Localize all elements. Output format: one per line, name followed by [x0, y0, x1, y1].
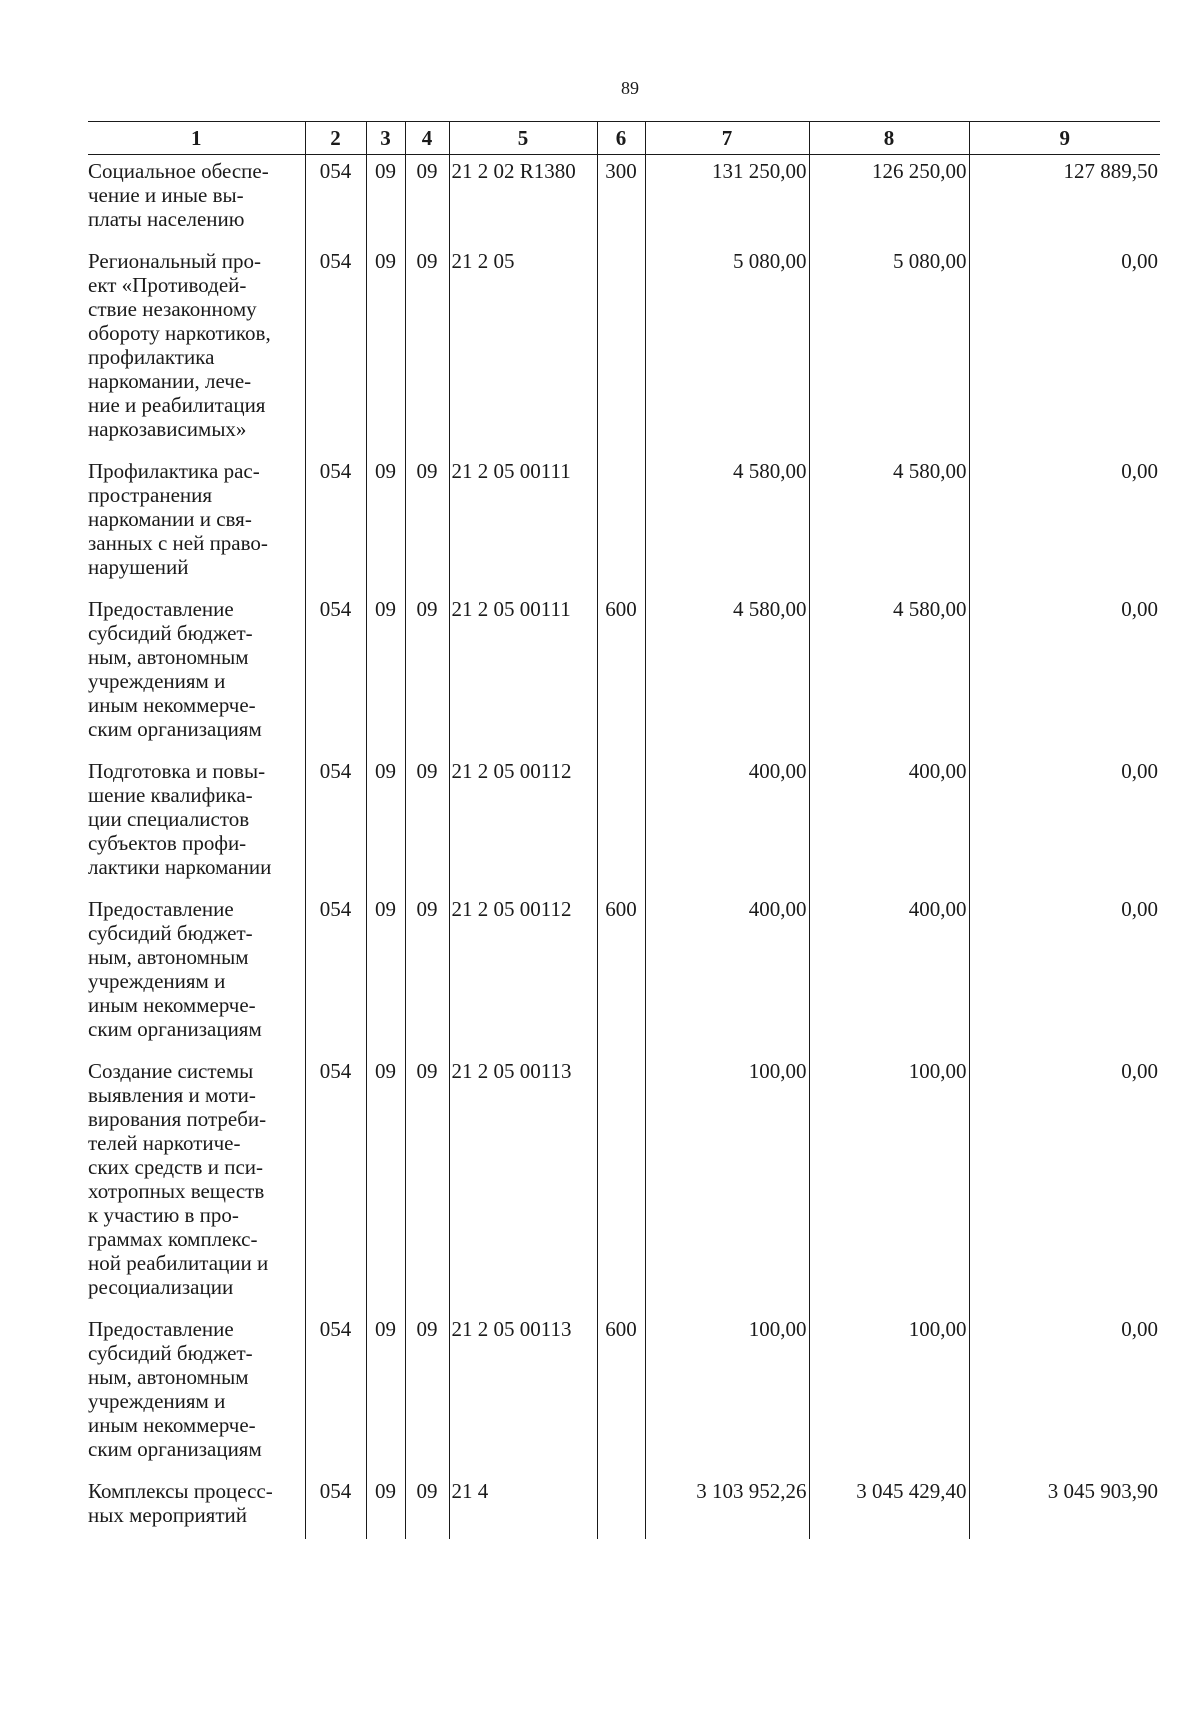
- amount-col8-cell: 4 580,00: [809, 455, 969, 593]
- expense-type-cell: [597, 755, 645, 893]
- amount-col9-cell: 0,00: [969, 245, 1160, 455]
- header-row: [88, 122, 1160, 155]
- expense-type-cell: 600: [597, 593, 645, 755]
- table-row: [88, 755, 1160, 893]
- amount-col8-cell: 400,00: [809, 893, 969, 1055]
- name-cell: Подготовка и повы- шение квалифика- ции специалистов субъектов профи- лактики наркомании: [88, 759, 272, 879]
- subsection-cell: 09: [405, 155, 449, 246]
- target-article-cell: 21 2 05 00111: [449, 593, 597, 755]
- table-row: [88, 155, 1160, 246]
- admin-code-cell: 054: [305, 455, 366, 593]
- target-article-cell: 21 2 02 R1380: [449, 155, 597, 246]
- expense-type-cell: 600: [597, 1313, 645, 1475]
- section-cell: 09: [366, 1475, 405, 1539]
- target-article-cell: 21 2 05: [449, 245, 597, 455]
- target-article-cell: 21 4: [449, 1475, 597, 1539]
- name-cell: Комплексы процесс- ных мероприятий: [88, 1479, 273, 1527]
- subsection-cell: 09: [405, 893, 449, 1055]
- name-cell: Создание системы выявления и моти- вирования потреби- телей наркотиче- ских средств и пси- хотропных веществ к участию в про- граммах комплекс- ной реабилитации и ресоциализации: [88, 1059, 269, 1299]
- admin-code-cell: 054: [305, 1313, 366, 1475]
- admin-code-cell: 054: [305, 245, 366, 455]
- section-cell: 09: [366, 593, 405, 755]
- target-article-cell: 21 2 05 00113: [449, 1313, 597, 1475]
- name-cell: Социальное обеспе- чение и иные вы- платы населению: [88, 159, 269, 231]
- amount-col7-cell: 4 580,00: [645, 593, 809, 755]
- amount-col9-cell: 0,00: [969, 1313, 1160, 1475]
- table-body: [88, 155, 1160, 1540]
- subsection-cell: 09: [405, 593, 449, 755]
- amount-col8-cell: 5 080,00: [809, 245, 969, 455]
- amount-col9-cell: 3 045 903,90: [969, 1475, 1160, 1539]
- target-article-cell: 21 2 05 00113: [449, 1055, 597, 1313]
- amount-col9-cell: 0,00: [969, 593, 1160, 755]
- name-cell: Профилактика рас- пространения наркомании и свя- занных с ней право- нарушений: [88, 459, 268, 579]
- column-header-1: 1: [88, 122, 305, 155]
- name-cell: Предоставление субсидий бюджет- ным, автономным учреждениям и иным некоммерче- ским организациям: [88, 897, 262, 1041]
- section-cell: 09: [366, 893, 405, 1055]
- section-cell: 09: [366, 155, 405, 246]
- expense-type-cell: [597, 455, 645, 593]
- table-row: [88, 1055, 1160, 1313]
- section-cell: 09: [366, 245, 405, 455]
- table-row: [88, 1475, 1160, 1539]
- target-article-cell: 21 2 05 00111: [449, 455, 597, 593]
- amount-col7-cell: 400,00: [645, 893, 809, 1055]
- expense-type-cell: [597, 245, 645, 455]
- expense-type-cell: 300: [597, 155, 645, 246]
- admin-code-cell: 054: [305, 755, 366, 893]
- name-cell: Предоставление субсидий бюджет- ным, автономным учреждениям и иным некоммерче- ским организациям: [88, 597, 262, 741]
- budget-table: [88, 121, 1160, 1539]
- amount-col9-cell: 0,00: [969, 755, 1160, 893]
- admin-code-cell: 054: [305, 155, 366, 246]
- amount-col7-cell: 100,00: [645, 1055, 809, 1313]
- expense-type-cell: [597, 1475, 645, 1539]
- table-row: [88, 245, 1160, 455]
- table-row: [88, 593, 1160, 755]
- expense-type-cell: [597, 1055, 645, 1313]
- column-header-5: 5: [449, 122, 597, 155]
- amount-col8-cell: 3 045 429,40: [809, 1475, 969, 1539]
- admin-code-cell: 054: [305, 1055, 366, 1313]
- amount-col7-cell: 100,00: [645, 1313, 809, 1475]
- target-article-cell: 21 2 05 00112: [449, 755, 597, 893]
- amount-col9-cell: 127 889,50: [969, 155, 1160, 246]
- table-row: [88, 893, 1160, 1055]
- table-row: [88, 1313, 1160, 1475]
- table-row: [88, 455, 1160, 593]
- expense-type-cell: 600: [597, 893, 645, 1055]
- target-article-cell: 21 2 05 00112: [449, 893, 597, 1055]
- subsection-cell: 09: [405, 1313, 449, 1475]
- column-header-2: 2: [305, 122, 366, 155]
- column-header-4: 4: [405, 122, 449, 155]
- section-cell: 09: [366, 1313, 405, 1475]
- amount-col7-cell: 4 580,00: [645, 455, 809, 593]
- column-header-3: 3: [366, 122, 405, 155]
- admin-code-cell: 054: [305, 1475, 366, 1539]
- subsection-cell: 09: [405, 755, 449, 893]
- column-header-8: 8: [809, 122, 969, 155]
- amount-col9-cell: 0,00: [969, 893, 1160, 1055]
- section-cell: 09: [366, 1055, 405, 1313]
- subsection-cell: 09: [405, 245, 449, 455]
- amount-col8-cell: 100,00: [809, 1055, 969, 1313]
- subsection-cell: 09: [405, 1475, 449, 1539]
- subsection-cell: 09: [405, 455, 449, 593]
- amount-col8-cell: 4 580,00: [809, 593, 969, 755]
- section-cell: 09: [366, 455, 405, 593]
- amount-col9-cell: 0,00: [969, 1055, 1160, 1313]
- amount-col7-cell: 5 080,00: [645, 245, 809, 455]
- amount-col8-cell: 400,00: [809, 755, 969, 893]
- admin-code-cell: 054: [305, 593, 366, 755]
- amount-col7-cell: 131 250,00: [645, 155, 809, 246]
- column-header-9: 9: [969, 122, 1160, 155]
- amount-col7-cell: 400,00: [645, 755, 809, 893]
- amount-col7-cell: 3 103 952,26: [645, 1475, 809, 1539]
- admin-code-cell: 054: [305, 893, 366, 1055]
- subsection-cell: 09: [405, 1055, 449, 1313]
- column-header-6: 6: [597, 122, 645, 155]
- name-cell: Региональный про- ект «Противодей- ствие незаконному обороту наркотиков, профилактика наркомании, лече- ние и реабилитация наркозависимых»: [88, 249, 271, 441]
- name-cell: Предоставление субсидий бюджет- ным, автономным учреждениям и иным некоммерче- ским организациям: [88, 1317, 262, 1461]
- page-number: 89: [621, 78, 639, 98]
- amount-col8-cell: 126 250,00: [809, 155, 969, 246]
- section-cell: 09: [366, 755, 405, 893]
- amount-col9-cell: 0,00: [969, 455, 1160, 593]
- amount-col8-cell: 100,00: [809, 1313, 969, 1475]
- column-header-7: 7: [645, 122, 809, 155]
